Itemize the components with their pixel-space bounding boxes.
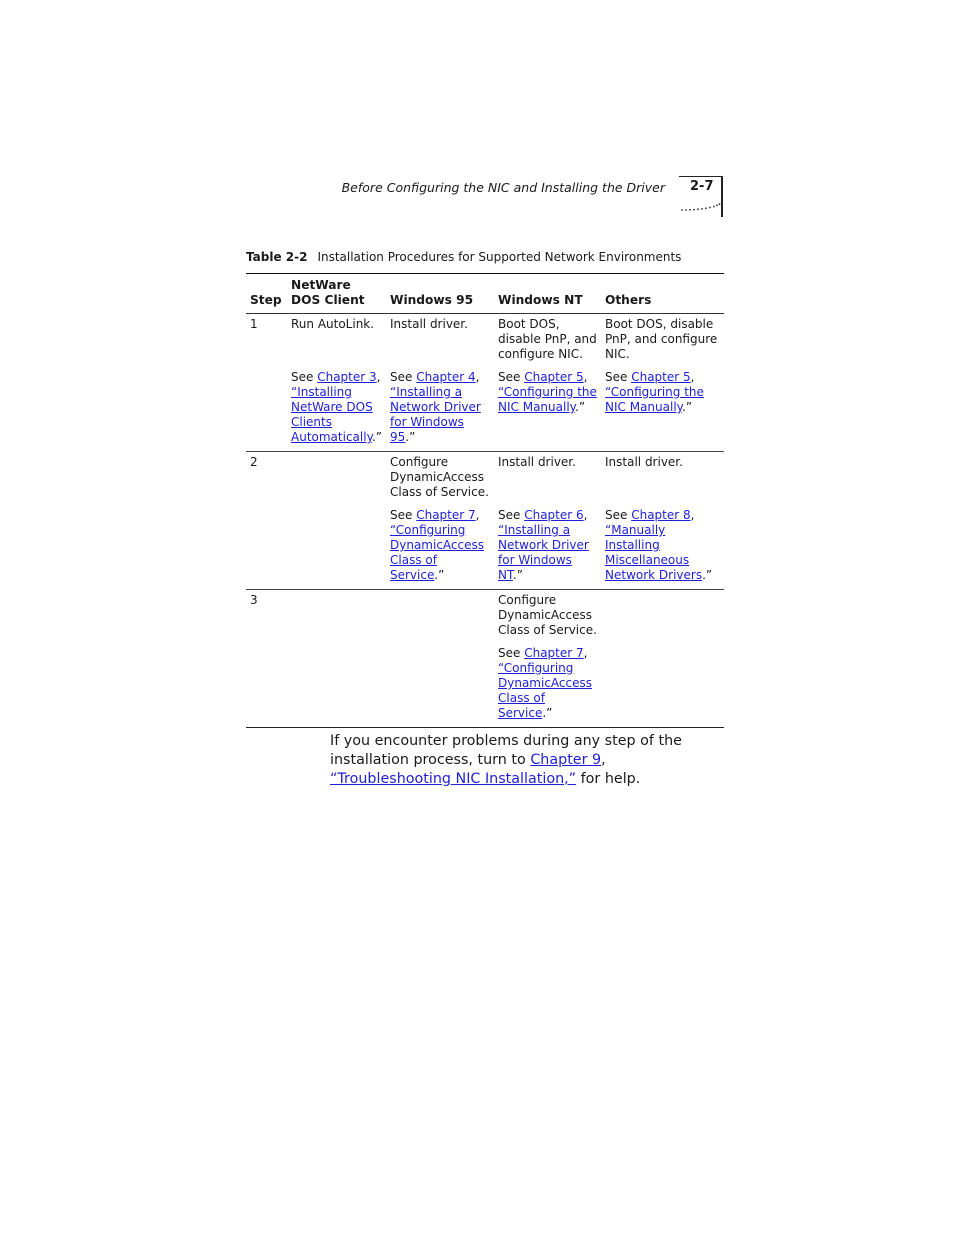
paragraph-text: If you encounter problems during any step of the installation process, turn to: [330, 733, 682, 768]
table-caption-text: Installation Procedures for Supported Network Environments: [317, 250, 682, 264]
table-caption: [246, 250, 681, 264]
dotted-arc-decoration: [680, 201, 722, 213]
header-others: Others: [605, 293, 652, 307]
cell-text: Boot DOS, disable PnP, and configure NIC.: [498, 317, 597, 361]
configuring-nic-manually-link[interactable]: “Configuring the NIC Manually: [498, 385, 597, 414]
cell-text: Run AutoLink.: [291, 317, 375, 331]
running-header-title: Before Configuring the NIC and Installing the Driver: [341, 180, 665, 195]
comma-text: ,: [583, 370, 588, 384]
table-row: [246, 503, 724, 590]
chapter-7-link[interactable]: Chapter 7: [416, 508, 476, 522]
table-row: [246, 314, 724, 366]
cross-reference: [601, 365, 724, 452]
chapter-8-link[interactable]: Chapter 8: [631, 508, 691, 522]
cell-text: Boot DOS, disable PnP, and configure NIC.: [605, 317, 718, 361]
header-step: Step: [250, 293, 282, 307]
empty-cell: [386, 641, 494, 728]
cross-reference: [494, 365, 601, 452]
manually-installing-misc-drivers-link[interactable]: “Manually Installing Miscellaneous Network Drivers: [605, 523, 703, 582]
table-header-row: [246, 274, 724, 314]
chapter-7-link[interactable]: Chapter 7: [524, 646, 584, 660]
chapter-3-link[interactable]: Chapter 3: [317, 370, 377, 384]
close-quote: .”: [371, 430, 382, 444]
comma-text: ,: [475, 370, 480, 384]
close-quote: .”: [405, 430, 416, 444]
empty-cell: [246, 365, 287, 452]
comma-text: ,: [376, 370, 381, 384]
configuring-nic-manually-link[interactable]: “Configuring the NIC Manually: [605, 385, 704, 414]
page-number: 2-7: [690, 179, 714, 194]
empty-cell: [601, 641, 724, 728]
comma-text: ,: [690, 508, 695, 522]
chapter-5-link[interactable]: Chapter 5: [524, 370, 584, 384]
header-netware-dos-client: NetWare DOS Client: [291, 278, 365, 307]
close-quote: .”: [702, 568, 713, 582]
cross-reference: [386, 503, 494, 590]
step-number: 1: [250, 317, 258, 331]
comma-text: ,: [601, 752, 606, 768]
comma-text: ,: [690, 370, 695, 384]
close-quote: .”: [434, 568, 445, 582]
cross-reference: [601, 503, 724, 590]
configuring-dynamicaccess-link[interactable]: “Configuring DynamicAccess Class of Service: [390, 523, 485, 582]
close-quote: .”: [575, 400, 586, 414]
comma-text: ,: [583, 646, 588, 660]
table-row: [246, 452, 724, 504]
cross-reference: [287, 365, 386, 452]
empty-cell: [287, 641, 386, 728]
empty-cell: [601, 590, 724, 642]
see-text: See: [498, 508, 525, 522]
see-text: See: [605, 508, 632, 522]
troubleshooting-paragraph: [330, 732, 730, 789]
cross-reference: [386, 365, 494, 452]
header-windows-95: Windows 95: [390, 293, 474, 307]
cross-reference: [494, 503, 601, 590]
comma-text: ,: [583, 508, 588, 522]
empty-cell: [386, 590, 494, 642]
empty-cell: [246, 503, 287, 590]
table-row: [246, 641, 724, 728]
configuring-dynamicaccess-link[interactable]: “Configuring DynamicAccess Class of Service: [498, 661, 593, 720]
empty-cell: [246, 641, 287, 728]
paragraph-text: for help.: [576, 771, 641, 787]
installation-procedures-table: [246, 273, 724, 728]
table-row: [246, 365, 724, 452]
cell-text: Configure DynamicAccess Class of Service.: [498, 593, 597, 637]
see-text: See: [498, 646, 525, 660]
cross-reference: [494, 641, 601, 728]
troubleshooting-nic-installation-link[interactable]: “Troubleshooting NIC Installation,”: [330, 771, 577, 787]
empty-cell: [287, 503, 386, 590]
see-text: See: [605, 370, 632, 384]
installing-netware-dos-clients-link[interactable]: “Installing NetWare DOS Clients Automatically: [291, 385, 373, 444]
chapter-5-link[interactable]: Chapter 5: [631, 370, 691, 384]
empty-cell: [287, 452, 386, 504]
cell-text: Install driver.: [390, 317, 468, 331]
close-quote: .”: [542, 706, 553, 720]
see-text: See: [390, 508, 417, 522]
installing-driver-windows-95-link[interactable]: “Installing a Network Driver for Windows 95: [390, 385, 481, 444]
see-text: See: [291, 370, 318, 384]
see-text: See: [498, 370, 525, 384]
table-caption-label: Table 2-2: [246, 250, 308, 264]
installing-driver-windows-nt-link[interactable]: “Installing a Network Driver for Windows NT: [498, 523, 589, 582]
chapter-9-link[interactable]: Chapter 9: [530, 752, 602, 768]
header-windows-nt: Windows NT: [498, 293, 583, 307]
empty-cell: [287, 590, 386, 642]
chapter-6-link[interactable]: Chapter 6: [524, 508, 584, 522]
close-quote: .”: [512, 568, 523, 582]
close-quote: .”: [682, 400, 693, 414]
see-text: See: [390, 370, 417, 384]
cell-text: Install driver.: [605, 455, 683, 469]
comma-text: ,: [475, 508, 480, 522]
cell-text: Install driver.: [498, 455, 576, 469]
table-row: [246, 590, 724, 642]
header-rule: [679, 176, 722, 177]
step-number: 3: [250, 593, 258, 607]
cell-text: Configure DynamicAccess Class of Service.: [390, 455, 489, 499]
chapter-4-link[interactable]: Chapter 4: [416, 370, 476, 384]
step-number: 2: [250, 455, 258, 469]
